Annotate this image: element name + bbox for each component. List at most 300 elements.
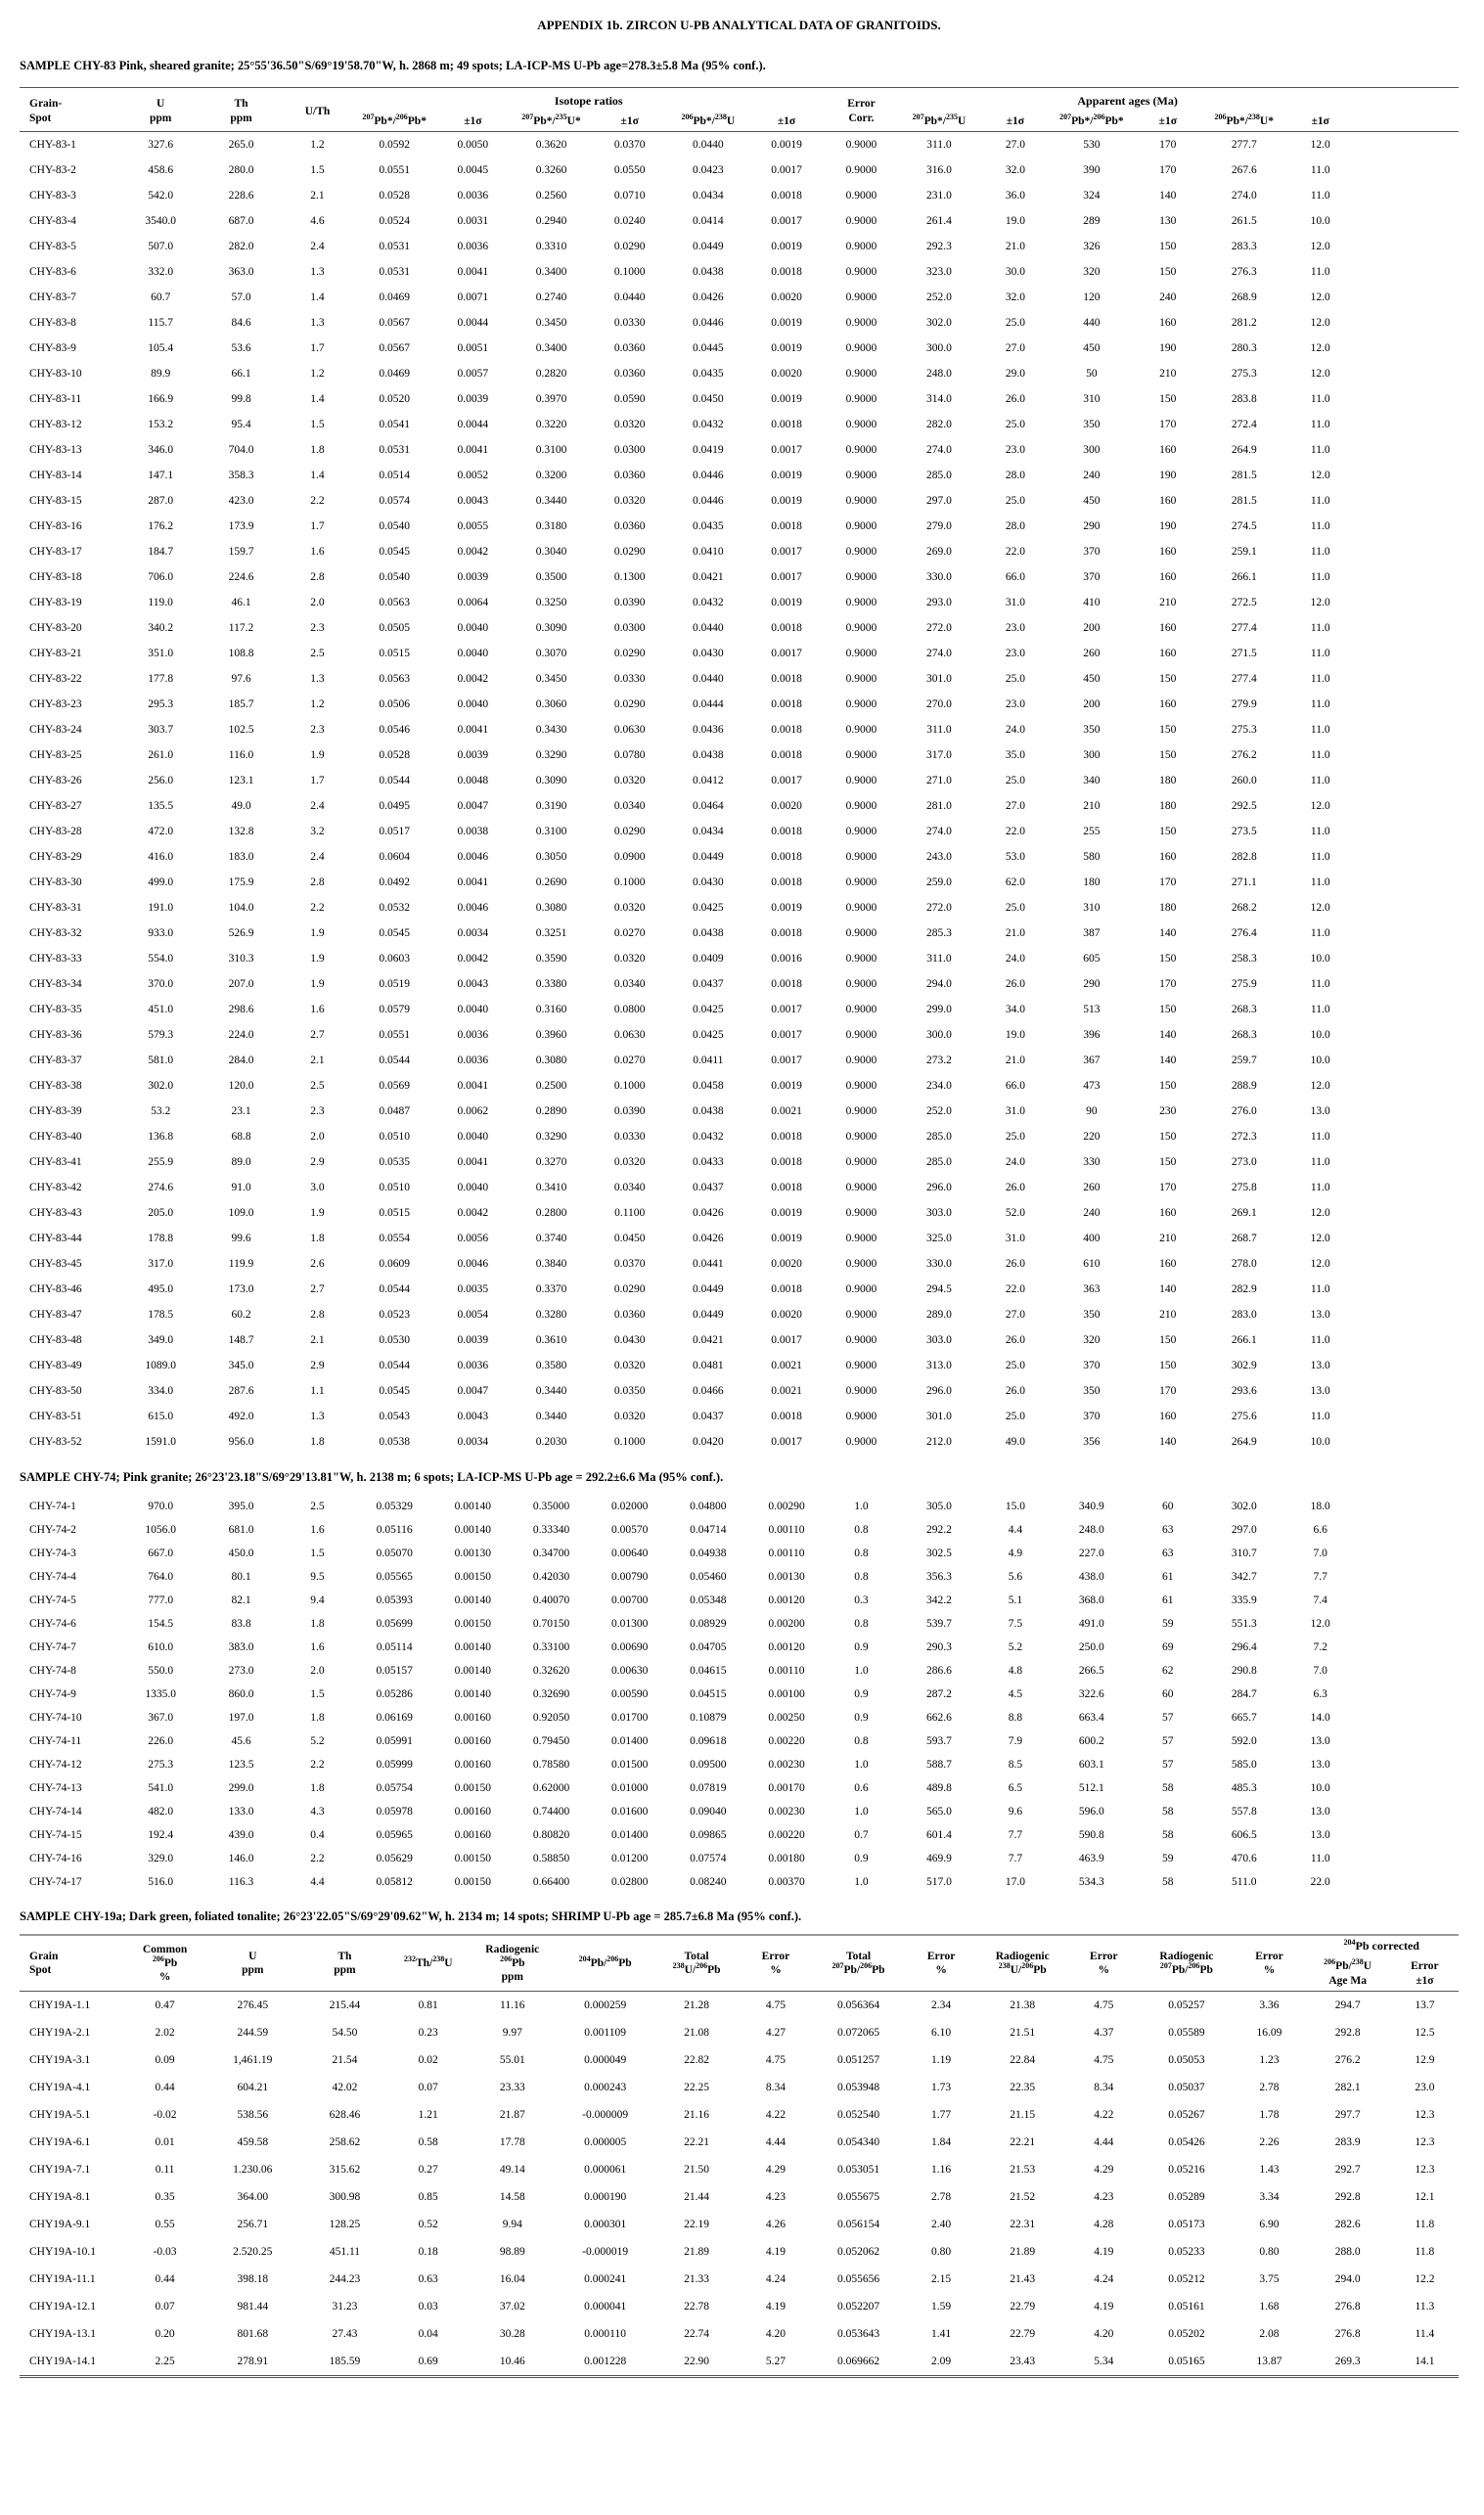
value-cell: 2.1 bbox=[310, 190, 325, 202]
filler-cell bbox=[1357, 310, 1460, 336]
value-cell: 1.5 bbox=[310, 164, 325, 177]
value-cell: 706.0 bbox=[148, 571, 174, 584]
value-cell: 290.8 bbox=[1231, 1665, 1257, 1678]
value-cell: 272.0 bbox=[925, 622, 952, 635]
value-cell: 310 bbox=[1083, 902, 1101, 915]
value-cell: 0.0019 bbox=[771, 139, 802, 152]
value-cell: 289.0 bbox=[925, 1309, 952, 1322]
value-cell: 0.03 bbox=[418, 2301, 438, 2313]
value-cell: 258.62 bbox=[329, 2136, 361, 2149]
value-cell: 0.0019 bbox=[771, 393, 802, 406]
value-cell: 285.0 bbox=[925, 1156, 952, 1169]
value-cell: 1.7 bbox=[310, 342, 325, 355]
value-cell: 1.73 bbox=[931, 2082, 952, 2094]
value-cell: 530 bbox=[1083, 139, 1101, 152]
table-row bbox=[20, 768, 1459, 793]
value-cell: 22.74 bbox=[684, 2328, 709, 2341]
value-cell: 259.1 bbox=[1231, 546, 1257, 559]
value-cell: 61 bbox=[1162, 1594, 1174, 1607]
value-cell: 3.2 bbox=[310, 826, 325, 838]
value-cell: 0.05070 bbox=[376, 1548, 413, 1560]
value-cell: 0.9000 bbox=[845, 266, 877, 279]
value-cell: 0.00150 bbox=[454, 1876, 492, 1889]
sample-heading-chy74: SAMPLE CHY-74; Pink granite; 26°23'23.18"S/69°29'13.81"W, h. 2138 m; 6 spots; LA-ICP-MS U-Pb age = 292.2±6.6 Ma (95% conf.). bbox=[20, 1470, 724, 1485]
value-cell: 150 bbox=[1159, 1080, 1177, 1093]
value-cell: 0.85 bbox=[418, 2191, 438, 2204]
value-cell: 0.0019 bbox=[771, 470, 802, 482]
value-cell: 0.0545 bbox=[379, 927, 410, 940]
value-cell: 0.0040 bbox=[457, 648, 489, 660]
value-cell: 2.9 bbox=[310, 1156, 325, 1169]
value-cell: 2.40 bbox=[931, 2219, 952, 2231]
value-cell: 21.0 bbox=[1005, 241, 1025, 253]
value-cell: 28.0 bbox=[1005, 470, 1025, 482]
value-cell: 160 bbox=[1159, 546, 1177, 559]
value-cell: 0.9000 bbox=[845, 1131, 877, 1144]
table-row bbox=[20, 615, 1459, 641]
value-cell: 300.0 bbox=[925, 1029, 952, 1042]
value-cell: 324 bbox=[1083, 190, 1101, 202]
value-cell: 0.0370 bbox=[613, 139, 646, 152]
value-cell: 31.0 bbox=[1005, 1233, 1025, 1245]
value-cell: 4.29 bbox=[1094, 2164, 1114, 2177]
value-cell: 0.0551 bbox=[379, 1029, 410, 1042]
value-cell: 0.053643 bbox=[836, 2328, 880, 2341]
value-cell: 0.05233 bbox=[1168, 2246, 1205, 2259]
value-cell: 277.4 bbox=[1231, 673, 1257, 686]
value-cell: 0.000110 bbox=[584, 2328, 626, 2341]
value-cell: 1.9 bbox=[310, 978, 325, 991]
value-cell: 0.0047 bbox=[457, 800, 489, 813]
value-cell: 119.0 bbox=[148, 597, 173, 609]
value-cell: 4.19 bbox=[765, 2301, 786, 2313]
column-header: Grain- Spot bbox=[29, 98, 63, 124]
value-cell: 0.32620 bbox=[532, 1665, 570, 1678]
value-cell: 98.89 bbox=[499, 2246, 525, 2259]
column-header: $^{232}$Th/$^{238}$U bbox=[403, 1954, 453, 1970]
table-header bbox=[20, 1936, 1459, 1991]
value-cell: 0.0019 bbox=[771, 902, 802, 915]
value-cell: 603.1 bbox=[1078, 1759, 1104, 1772]
grain-spot-cell: CHY-83-12 bbox=[29, 419, 82, 431]
table-row bbox=[20, 1518, 1459, 1542]
value-cell: 0.00140 bbox=[454, 1501, 492, 1513]
value-cell: 860.0 bbox=[228, 1688, 254, 1701]
sample-section-chy74 bbox=[20, 1470, 1459, 1894]
value-cell: 363.0 bbox=[228, 266, 254, 279]
value-cell: 956.0 bbox=[228, 1436, 254, 1449]
value-cell: 0.0532 bbox=[379, 902, 410, 915]
value-cell: 0.05267 bbox=[1168, 2109, 1205, 2122]
value-cell: 0.00130 bbox=[768, 1571, 805, 1584]
filler-cell bbox=[1357, 717, 1460, 742]
value-cell: 261.0 bbox=[148, 749, 174, 762]
value-cell: 0.052062 bbox=[836, 2246, 880, 2259]
value-cell: 0.00140 bbox=[454, 1594, 492, 1607]
value-cell: 50 bbox=[1086, 368, 1098, 381]
value-cell: 0.0017 bbox=[771, 571, 802, 584]
value-cell: 1056.0 bbox=[145, 1524, 176, 1537]
table-row bbox=[20, 1302, 1459, 1327]
value-cell: 472.0 bbox=[148, 826, 174, 838]
value-cell: 0.0412 bbox=[693, 775, 724, 787]
value-cell: 0.09865 bbox=[690, 1829, 727, 1842]
value-cell: 0.0018 bbox=[771, 1283, 802, 1296]
value-cell: 0.05173 bbox=[1168, 2219, 1205, 2231]
value-cell: 0.07819 bbox=[690, 1782, 727, 1795]
value-cell: 25.0 bbox=[1005, 1131, 1025, 1144]
value-cell: 0.10879 bbox=[690, 1712, 727, 1725]
value-cell: 0.05286 bbox=[376, 1688, 413, 1701]
value-cell: 275.3 bbox=[1231, 368, 1257, 381]
value-cell: 132.8 bbox=[228, 826, 254, 838]
value-cell: 273.5 bbox=[1231, 826, 1257, 838]
value-cell: 7.9 bbox=[1008, 1735, 1023, 1748]
value-cell: 7.0 bbox=[1313, 1665, 1327, 1678]
value-cell: 12.9 bbox=[1415, 2054, 1435, 2067]
value-cell: 60.7 bbox=[151, 292, 171, 304]
value-cell: 275.3 bbox=[148, 1759, 174, 1772]
table-row bbox=[20, 564, 1459, 590]
value-cell: 0.0446 bbox=[693, 317, 724, 330]
value-cell: 1.3 bbox=[310, 1411, 325, 1423]
filler-cell bbox=[1357, 539, 1460, 564]
value-cell: 1.9 bbox=[310, 953, 325, 966]
value-cell: 370.0 bbox=[148, 978, 174, 991]
value-cell: 287.2 bbox=[925, 1688, 952, 1701]
value-cell: 83.8 bbox=[231, 1618, 251, 1631]
value-cell: 89.9 bbox=[151, 368, 171, 381]
value-cell: 11.0 bbox=[1310, 1004, 1330, 1016]
value-cell: 0.0039 bbox=[457, 571, 489, 584]
grain-spot-cell: CHY-74-5 bbox=[29, 1594, 76, 1607]
grain-spot-cell: CHY-83-52 bbox=[29, 1436, 82, 1449]
table-row bbox=[20, 2211, 1459, 2238]
grain-spot-cell: CHY-83-31 bbox=[29, 902, 82, 915]
value-cell: 0.8 bbox=[854, 1524, 869, 1537]
grain-spot-cell: CHY-83-27 bbox=[29, 800, 82, 813]
value-cell: 27.43 bbox=[332, 2328, 358, 2341]
value-cell: 265.0 bbox=[228, 139, 254, 152]
value-cell: 0.62000 bbox=[532, 1782, 570, 1795]
value-cell: 0.0046 bbox=[457, 902, 489, 915]
value-cell: 275.3 bbox=[1231, 724, 1257, 737]
table-row bbox=[20, 1404, 1459, 1429]
value-cell: 0.9000 bbox=[845, 393, 877, 406]
value-cell: 10.0 bbox=[1310, 1436, 1330, 1449]
value-cell: 180 bbox=[1159, 800, 1177, 813]
value-cell: 0.9000 bbox=[845, 520, 877, 533]
grain-spot-cell: CHY-83-35 bbox=[29, 1004, 82, 1016]
value-cell: 150 bbox=[1159, 393, 1177, 406]
value-cell: 463.9 bbox=[1078, 1853, 1104, 1865]
value-cell: 294.0 bbox=[925, 978, 952, 991]
value-cell: -0.000009 bbox=[582, 2109, 629, 2122]
value-cell: 140 bbox=[1159, 1436, 1177, 1449]
value-cell: 0.3160 bbox=[535, 1004, 567, 1016]
value-cell: 0.0020 bbox=[771, 1309, 802, 1322]
value-cell: 0.9000 bbox=[845, 800, 877, 813]
value-cell: 29.0 bbox=[1005, 368, 1025, 381]
value-cell: 0.0546 bbox=[379, 724, 410, 737]
filler-cell bbox=[1357, 641, 1460, 666]
value-cell: 4.24 bbox=[765, 2273, 786, 2286]
value-cell: 175.9 bbox=[228, 876, 254, 889]
table-row bbox=[20, 1175, 1459, 1200]
value-cell: 0.1000 bbox=[613, 266, 646, 279]
value-cell: 258.3 bbox=[1231, 953, 1257, 966]
value-cell: 21.0 bbox=[1005, 927, 1025, 940]
value-cell: 0.1300 bbox=[613, 571, 646, 584]
value-cell: 105.4 bbox=[148, 342, 174, 355]
value-cell: 4.4 bbox=[1008, 1524, 1023, 1537]
value-cell: 160 bbox=[1159, 622, 1177, 635]
value-cell: 274.0 bbox=[925, 826, 952, 838]
value-cell: 1.5 bbox=[310, 419, 325, 431]
value-cell: 276.4 bbox=[1231, 927, 1257, 940]
value-cell: 0.0042 bbox=[457, 953, 489, 966]
value-cell: 2.78 bbox=[931, 2191, 952, 2204]
page-title: APPENDIX 1b. ZIRCON U-PB ANALYTICAL DATA OF GRANITOIDS. bbox=[537, 18, 941, 32]
value-cell: 0.0425 bbox=[693, 1004, 724, 1016]
value-cell: 1.5 bbox=[310, 1548, 325, 1560]
value-cell: 1.3 bbox=[310, 266, 325, 279]
value-cell: 0.66400 bbox=[532, 1876, 570, 1889]
value-cell: 0.00160 bbox=[454, 1735, 492, 1748]
value-cell: 0.05257 bbox=[1168, 1999, 1205, 2012]
value-cell: 0.072065 bbox=[836, 2027, 880, 2040]
value-cell: 628.46 bbox=[329, 2109, 361, 2122]
value-cell: 0.0544 bbox=[379, 1055, 410, 1067]
value-cell: 0.0523 bbox=[379, 1309, 410, 1322]
value-cell: 302.5 bbox=[925, 1548, 952, 1560]
value-cell: 0.8 bbox=[854, 1735, 869, 1748]
value-cell: 170 bbox=[1159, 1182, 1177, 1194]
value-cell: 0.0320 bbox=[613, 1411, 646, 1423]
value-cell: 0.0544 bbox=[379, 775, 410, 787]
value-cell: 11.0 bbox=[1310, 495, 1330, 508]
value-cell: 0.00110 bbox=[768, 1548, 805, 1560]
value-cell: 1.230.06 bbox=[233, 2164, 273, 2177]
value-cell: 0.9 bbox=[854, 1641, 869, 1654]
value-cell: 0.0449 bbox=[693, 241, 724, 253]
value-cell: 0.0056 bbox=[457, 1233, 489, 1245]
grain-spot-cell: CHY-83-9 bbox=[29, 342, 76, 355]
filler-cell bbox=[1357, 1404, 1460, 1429]
value-cell: 4.37 bbox=[1094, 2027, 1114, 2040]
value-cell: 10.0 bbox=[1310, 215, 1330, 228]
filler-cell bbox=[1357, 1589, 1460, 1612]
grain-spot-cell: CHY-83-50 bbox=[29, 1385, 82, 1398]
value-cell: 0.0426 bbox=[693, 1233, 724, 1245]
grain-spot-cell: CHY-83-1 bbox=[29, 139, 76, 152]
value-cell: 279.0 bbox=[925, 520, 952, 533]
value-cell: 52.0 bbox=[1005, 1207, 1025, 1220]
value-cell: 0.9000 bbox=[845, 1360, 877, 1372]
value-cell: 0.0528 bbox=[379, 749, 410, 762]
value-cell: 255 bbox=[1083, 826, 1101, 838]
value-cell: 266.1 bbox=[1231, 571, 1257, 584]
value-cell: 0.0300 bbox=[613, 444, 646, 457]
grain-spot-cell: CHY-83-14 bbox=[29, 470, 82, 482]
table-row bbox=[20, 819, 1459, 844]
value-cell: 0.0041 bbox=[457, 1080, 489, 1093]
value-cell: 0.3100 bbox=[535, 444, 567, 457]
grain-spot-cell: CHY19A-3.1 bbox=[29, 2054, 91, 2067]
value-cell: 0.053948 bbox=[836, 2082, 880, 2094]
value-cell: 0.0018 bbox=[771, 978, 802, 991]
value-cell: 210 bbox=[1159, 1233, 1177, 1245]
grain-spot-cell: CHY-83-26 bbox=[29, 775, 82, 787]
value-cell: 0.0017 bbox=[771, 164, 802, 177]
value-cell: 0.05157 bbox=[376, 1665, 413, 1678]
value-cell: 0.3370 bbox=[535, 1283, 567, 1296]
table-row bbox=[20, 1847, 1459, 1870]
value-cell: 364.00 bbox=[237, 2191, 269, 2204]
value-cell: 1.4 bbox=[310, 292, 325, 304]
value-cell: 281.0 bbox=[925, 800, 952, 813]
column-header: Error Corr. bbox=[847, 98, 876, 124]
value-cell: 301.0 bbox=[925, 673, 952, 686]
value-cell: 11.0 bbox=[1310, 978, 1330, 991]
value-cell: 0.0438 bbox=[693, 749, 724, 762]
value-cell: 0.0528 bbox=[379, 190, 410, 202]
value-cell: 0.0360 bbox=[613, 470, 646, 482]
value-cell: 451.11 bbox=[329, 2246, 361, 2259]
value-cell: 4.8 bbox=[1008, 1665, 1023, 1678]
value-cell: 2.1 bbox=[310, 1055, 325, 1067]
value-cell: 0.05629 bbox=[376, 1853, 413, 1865]
value-cell: 0.05426 bbox=[1168, 2136, 1205, 2149]
filler-cell bbox=[1357, 514, 1460, 539]
value-cell: 277.7 bbox=[1231, 139, 1257, 152]
value-cell: 0.0018 bbox=[771, 749, 802, 762]
value-cell: 0.00220 bbox=[768, 1829, 805, 1842]
filler-cell bbox=[1357, 259, 1460, 285]
table-header bbox=[20, 88, 1459, 132]
value-cell: 296.0 bbox=[925, 1182, 952, 1194]
value-cell: 300 bbox=[1083, 444, 1101, 457]
value-cell: 150 bbox=[1159, 1004, 1177, 1016]
value-cell: 1.0 bbox=[854, 1665, 869, 1678]
value-cell: 24.0 bbox=[1005, 724, 1025, 737]
value-cell: 18.0 bbox=[1310, 1501, 1330, 1513]
value-cell: 300 bbox=[1083, 749, 1101, 762]
value-cell: 0.80 bbox=[1259, 2246, 1280, 2259]
value-cell: 325.0 bbox=[925, 1233, 952, 1245]
value-cell: 150 bbox=[1159, 1360, 1177, 1372]
value-cell: 538.56 bbox=[237, 2109, 269, 2122]
value-cell: 0.92050 bbox=[532, 1712, 570, 1725]
value-cell: 2.5 bbox=[310, 1080, 325, 1093]
value-cell: 1.68 bbox=[1259, 2301, 1280, 2313]
value-cell: 0.05699 bbox=[376, 1618, 413, 1631]
value-cell: 170 bbox=[1159, 164, 1177, 177]
column-header: Th ppm bbox=[334, 1950, 356, 1977]
value-cell: 0.0900 bbox=[613, 851, 646, 864]
value-cell: 12.2 bbox=[1415, 2273, 1435, 2286]
value-cell: 4.75 bbox=[765, 2054, 786, 2067]
value-cell: 0.051257 bbox=[836, 2054, 880, 2067]
value-cell: 0.0390 bbox=[613, 1105, 646, 1118]
value-cell: 1.7 bbox=[310, 775, 325, 787]
value-cell: 0.3250 bbox=[535, 597, 567, 609]
value-cell: 30.28 bbox=[499, 2328, 525, 2341]
value-cell: 0.44 bbox=[155, 2273, 175, 2286]
value-cell: 53.2 bbox=[151, 1105, 171, 1118]
value-cell: 37.02 bbox=[499, 2301, 525, 2313]
value-cell: 0.2500 bbox=[535, 1080, 567, 1093]
value-cell: 550.0 bbox=[148, 1665, 174, 1678]
value-cell: 282.1 bbox=[1334, 2082, 1361, 2094]
value-cell: 226.0 bbox=[148, 1735, 174, 1748]
column-header: Total $^{238}$U/$^{206}$Pb bbox=[672, 1950, 721, 1977]
value-cell: 0.0018 bbox=[771, 419, 802, 431]
value-cell: 0.3960 bbox=[535, 1029, 567, 1042]
value-cell: 0.04800 bbox=[690, 1501, 727, 1513]
value-cell: 99.8 bbox=[231, 393, 251, 406]
table-row bbox=[20, 285, 1459, 310]
value-cell: 11.0 bbox=[1310, 419, 1330, 431]
value-cell: 282.0 bbox=[228, 241, 254, 253]
value-cell: 11.0 bbox=[1310, 444, 1330, 457]
value-cell: 0.74400 bbox=[532, 1806, 570, 1819]
table-chy83 bbox=[20, 87, 1459, 1455]
value-cell: 9.6 bbox=[1008, 1806, 1023, 1819]
value-cell: 0.0040 bbox=[457, 698, 489, 711]
value-cell: 0.9 bbox=[854, 1688, 869, 1701]
value-cell: 0.00180 bbox=[768, 1853, 805, 1865]
value-cell: 11.4 bbox=[1415, 2328, 1435, 2341]
value-cell: 0.0046 bbox=[457, 851, 489, 864]
value-cell: 0.0036 bbox=[457, 1360, 489, 1372]
value-cell: 12.0 bbox=[1310, 317, 1330, 330]
value-cell: 1.9 bbox=[310, 927, 325, 940]
value-cell: 11.0 bbox=[1310, 851, 1330, 864]
value-cell: 592.0 bbox=[1231, 1735, 1257, 1748]
value-cell: 511.0 bbox=[1232, 1876, 1257, 1889]
value-cell: 302.0 bbox=[1231, 1501, 1257, 1513]
value-cell: 0.07574 bbox=[690, 1853, 727, 1865]
value-cell: 1.3 bbox=[310, 673, 325, 686]
value-cell: 6.6 bbox=[1313, 1524, 1327, 1537]
table-body bbox=[20, 1992, 1459, 2377]
value-cell: 21.89 bbox=[1010, 2246, 1036, 2259]
value-cell: 0.0057 bbox=[457, 368, 489, 381]
table-row bbox=[20, 870, 1459, 895]
value-cell: 0.00160 bbox=[454, 1806, 492, 1819]
table-row bbox=[20, 1429, 1459, 1455]
grain-spot-cell: CHY-83-47 bbox=[29, 1309, 82, 1322]
value-cell: 11.0 bbox=[1310, 1334, 1330, 1347]
value-cell: 0.001228 bbox=[584, 2356, 627, 2368]
value-cell: 0.0330 bbox=[613, 317, 646, 330]
value-cell: 28.0 bbox=[1005, 520, 1025, 533]
value-cell: 0.9000 bbox=[845, 1105, 877, 1118]
value-cell: 6.3 bbox=[1313, 1688, 1327, 1701]
column-header: Total $^{207}$Pb/$^{206}$Pb bbox=[832, 1950, 885, 1977]
value-cell: 31.0 bbox=[1005, 1105, 1025, 1118]
column-header: Common $^{206}$Pb % bbox=[142, 1943, 188, 1984]
value-cell: 276.0 bbox=[1231, 1105, 1257, 1118]
grain-spot-cell: CHY-74-16 bbox=[29, 1853, 82, 1865]
value-cell: 554.0 bbox=[148, 953, 174, 966]
value-cell: 326 bbox=[1083, 241, 1101, 253]
value-cell: 1.23 bbox=[1259, 2054, 1280, 2067]
value-cell: 1.5 bbox=[310, 1688, 325, 1701]
value-cell: 160 bbox=[1159, 648, 1177, 660]
value-cell: 0.0390 bbox=[613, 597, 646, 609]
